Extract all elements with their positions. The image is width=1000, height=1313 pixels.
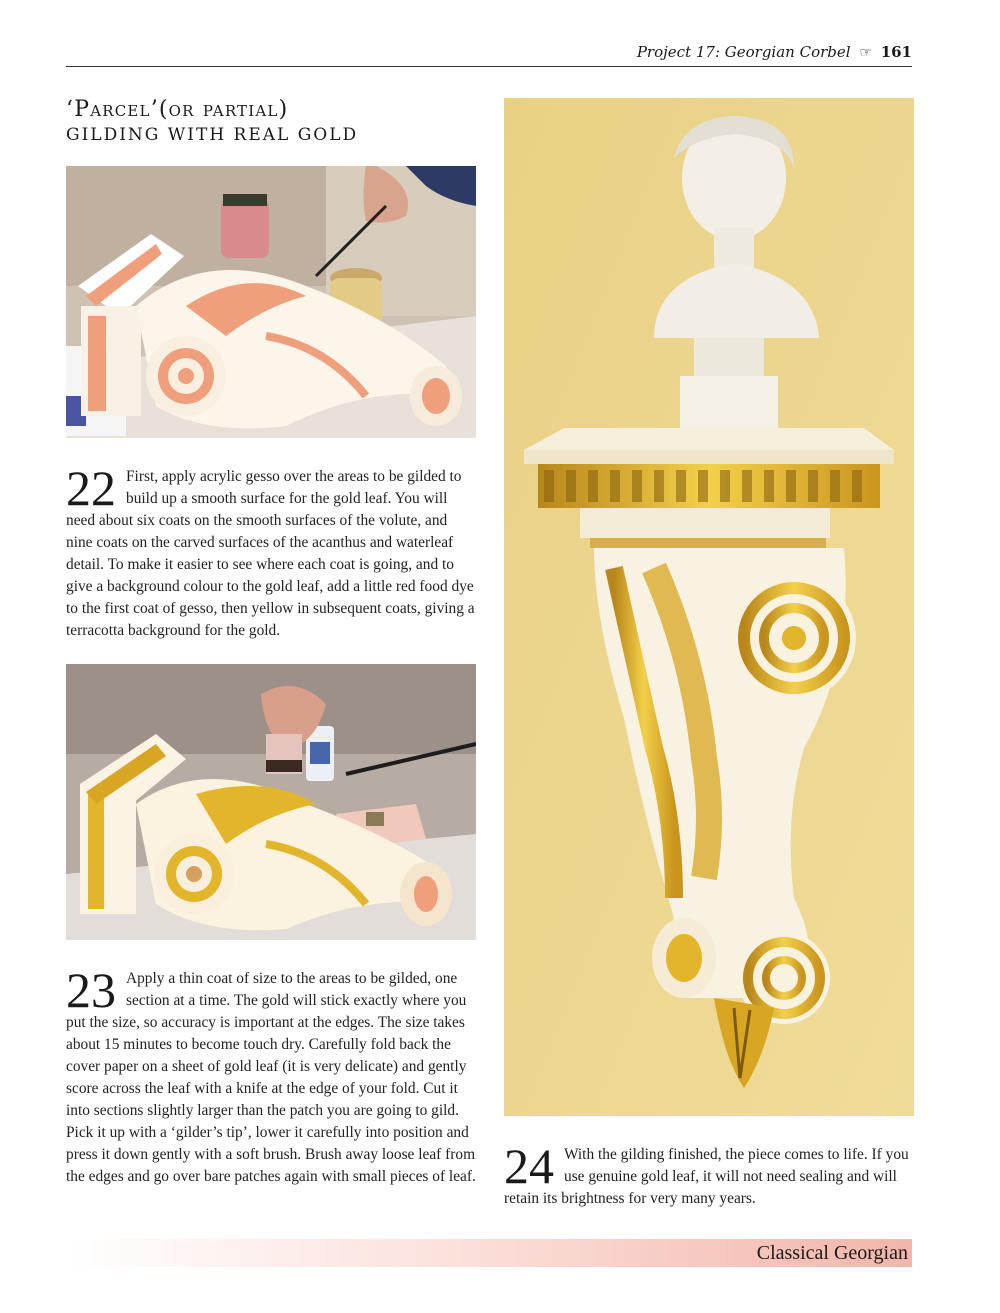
- pointing-hand-icon: ☞: [859, 45, 872, 61]
- section-title-line1: ‘Parcel’(or partial): [66, 97, 289, 122]
- step-text: Apply a thin coat of size to the areas to be gilded, one section at a time. The gold will stick exactly where you put the size, so accuracy is important at the edges. The size takes about 15 minutes to become touch dry. Carefully fold back the cover paper on a sheet of gold leaf (it is very delicate) and gently score across the leaf with a knife at the edge of your fold. Cut it into sections slightly larger than the patch you are going to gild. Pick it up with a ‘gilder’s tip’, lower it carefully into position and press it down gently with a soft brush. Brush away loose leaf from the edges and go over bare patches again with small pieces of leaf.: [66, 970, 476, 1185]
- step-number: 22: [66, 460, 116, 516]
- photo-gold-leaf-application: [66, 664, 476, 940]
- section-title: [66, 96, 486, 146]
- section-title-line2: GILDING WITH REAL GOLD: [66, 125, 359, 145]
- step-number: 24: [504, 1138, 554, 1194]
- step-22: [66, 460, 476, 642]
- step-text: First, apply acrylic gesso over the areas to be gilded to build up a smooth surface for the gold leaf. You will need about six coats on the smooth surfaces of the volute, and nine coats on the carved surfaces of the acanthus and waterleaf detail. To make it easier to see where each coat is going, and to give a background colour to the gold leaf, add a little red food dye to the first coat of gesso, then yellow in subsequent coats, giving a terracotta background for the gold.: [66, 468, 475, 639]
- footer-band: [66, 1239, 912, 1267]
- step-text: With the gilding finished, the piece comes to life. If you use genuine gold leaf, it will not need sealing and will retain its brightness for very many years.: [504, 1146, 909, 1207]
- page-number: 161: [880, 43, 912, 61]
- photo-finished-corbel: [504, 98, 914, 1116]
- step-24: [504, 1138, 914, 1210]
- step-number: 23: [66, 962, 116, 1018]
- photo-gesso-application: [66, 166, 476, 438]
- project-title: Project 17: Georgian Corbel: [636, 43, 851, 61]
- running-header: [66, 38, 912, 67]
- chapter-label: Classical Georgian: [756, 1242, 908, 1264]
- step-23: [66, 962, 476, 1188]
